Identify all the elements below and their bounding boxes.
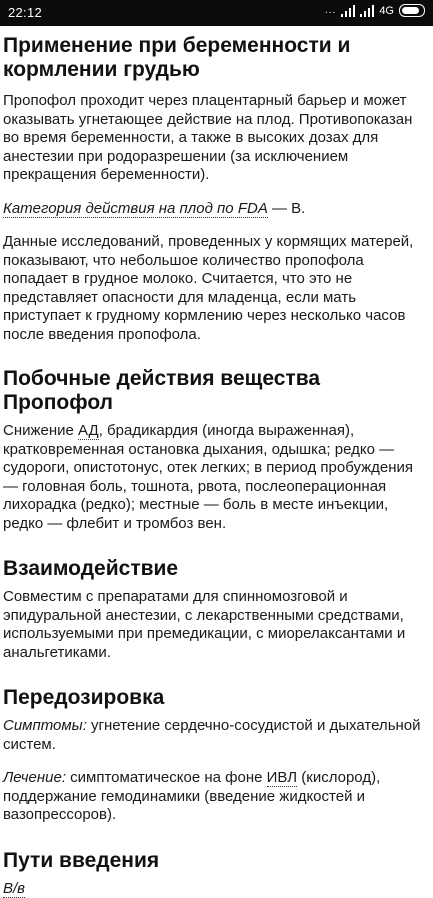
- article: [0, 26, 433, 898]
- fda-category-line: [3, 200, 430, 219]
- section-title-side-effects: Побочные действия вещества Пропофол: [3, 367, 430, 415]
- pregnancy-paragraph-1: Пропофол проходит через плацентарный барьер и может оказывать угнетающее действие на плод. Противопоказан во время беременности, а также в высоких дозах для анестезии при родоразрешении (за исключением прекращения беременности).: [3, 92, 430, 185]
- status-icons: [325, 4, 425, 17]
- pregnancy-paragraph-2: Данные исследований, проведенных у кормящих матерей, показывают, что небольшое количество пропофола попадает в грудное молоко. Считается, что это не представляет опасности для младенца, если мать приступает к грудному кормлению через несколько часов после введения пропофола.: [3, 233, 430, 344]
- overdose-symptoms: Симптомы: угнетение сердечно-сосудистой и дыхательной систем.: [3, 717, 430, 754]
- section-title-pregnancy: Применение при беременности и кормлении грудью: [3, 34, 430, 82]
- overdose-treatment: Лечение: симптоматическое на фоне ИВЛ (кислород), поддержание гемодинамики (введение жидкостей и вазопрессоров).: [3, 769, 430, 825]
- interaction-paragraph: Совместим с препаратами для спинномозговой и эпидуральной анестезии, с лекарственными средствами, используемыми при премедикации, с миорелаксантами и анальгетиками.: [3, 588, 430, 662]
- network-type: 4G: [379, 5, 394, 17]
- fda-category-value: — B.: [268, 200, 306, 217]
- signal-icon: [341, 5, 355, 17]
- abbr-ivl[interactable]: ИВЛ: [267, 769, 297, 787]
- section-title-routes: Пути введения: [3, 849, 430, 873]
- fda-category-link[interactable]: Категория действия на плод по FDA: [3, 200, 268, 218]
- side-effects-paragraph: Снижение АД, брадикардия (иногда выраженная), кратковременная остановка дыхания, одышка; редко — судороги, опистотонус, отек легких; в период пробуждения — головная боль, тошнота, рвота, послеоперационная лихорадка (редко); местные — боль в месте инъекции, редко — флебит и тромбоз вен.: [3, 422, 430, 533]
- status-bar: [0, 0, 433, 26]
- routes-first-item: [3, 880, 430, 898]
- treatment-label: Лечение:: [3, 769, 66, 786]
- battery-icon: [399, 4, 425, 17]
- section-title-overdose: Передозировка: [3, 686, 430, 710]
- symptoms-label: Симптомы:: [3, 717, 87, 734]
- abbr-ad[interactable]: АД: [78, 422, 99, 440]
- status-time: 22:12: [8, 5, 42, 20]
- section-title-interaction: Взаимодействие: [3, 557, 430, 581]
- signal-icon: [360, 5, 374, 17]
- route-iv[interactable]: В/в: [3, 880, 25, 898]
- notification-dots: ...: [325, 5, 336, 16]
